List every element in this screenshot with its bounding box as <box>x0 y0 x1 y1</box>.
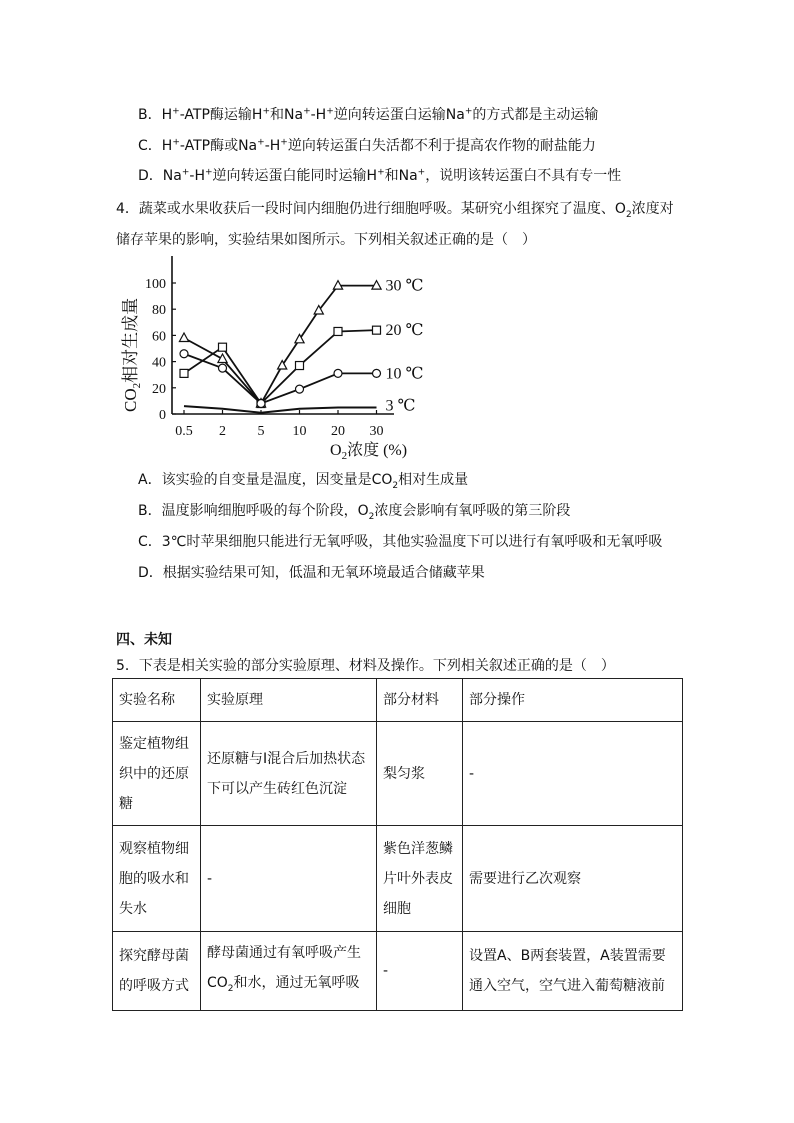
series-circle <box>180 350 381 408</box>
table-header-row <box>113 679 683 722</box>
experiment-table <box>112 678 683 1011</box>
x-tick-label: 0.5 <box>175 424 193 439</box>
series-triangle <box>179 281 381 407</box>
data-point <box>180 369 188 377</box>
table-row <box>113 932 683 1011</box>
series-none <box>184 406 377 413</box>
y-tick-label: 80 <box>152 303 166 319</box>
x-tick-label: 10 <box>292 424 307 439</box>
co2-chart <box>112 248 432 463</box>
x-tick-label: 20 <box>331 424 345 439</box>
data-point <box>296 385 304 393</box>
q3-option-b: B．H+-ATP酶运输H+和Na+-H+逆向转运蛋白运输Na+的方式都是主动运输 <box>138 106 599 123</box>
header-cell: 实验名称 <box>113 679 201 722</box>
q4-option-b: B．温度影响细胞呼吸的每个阶段，$O_2$浓度会影响有氧呼吸的第三阶段 <box>138 503 571 522</box>
data-point <box>334 327 342 335</box>
y-tick-label: 40 <box>152 355 166 371</box>
y-tick-label: 20 <box>152 381 166 397</box>
data-point <box>219 343 227 351</box>
series-line <box>184 406 377 413</box>
table-cell: - <box>377 932 463 1011</box>
chart-series <box>179 281 381 413</box>
table-cell: 酵母菌通过有氧呼吸产生 $CO_2$和水，通过无氧呼吸 <box>201 932 377 1011</box>
table-row <box>113 722 683 826</box>
q4-option-d: D．根据实验结果可知，低温和无氧环境最适合储藏苹果 <box>138 565 485 581</box>
series-line <box>184 286 377 404</box>
cell-text: 酵母菌通过有氧呼吸产生 <box>207 945 361 961</box>
table-cell: 还原糖与I混合后加热状态下可以产生砖红色沉淀 <box>201 722 377 826</box>
q4-option-a: A．该实验的自变量是温度，因变量是$CO_2$相对生成量 <box>138 472 469 491</box>
data-point <box>219 364 227 372</box>
header-cell: 部分材料 <box>377 679 463 722</box>
data-point <box>373 326 381 334</box>
y-tick-label: 100 <box>145 277 166 292</box>
data-point <box>373 369 381 377</box>
table-cell: - <box>463 722 683 826</box>
x-axis-label: $O_2$浓度 (%) <box>330 442 408 462</box>
chart-axes <box>172 256 394 414</box>
q3-option-d: D．Na+-H+逆向转运蛋白能同时运输H+和Na+，说明该转运蛋白不具有专一性 <box>138 167 622 184</box>
header-cell: 实验原理 <box>201 679 377 722</box>
y-tick-label: 0 <box>159 408 166 423</box>
y-tick-label: 60 <box>152 329 166 345</box>
data-point <box>257 400 265 408</box>
data-point <box>296 362 304 370</box>
q3-option-c: C．H+-ATP酶或Na+-H+逆向转运蛋白失活都不利于提高农作物的耐盐能力 <box>138 137 596 154</box>
legend-label: 10 ℃ <box>385 365 424 383</box>
table-cell: 探究酵母菌的呼吸方式 <box>113 932 201 1011</box>
table-cell: 梨匀浆 <box>377 722 463 826</box>
data-point <box>180 350 188 358</box>
table-cell: 紫色洋葱鳞片叶外表皮细胞 <box>377 826 463 932</box>
series-line <box>184 354 377 404</box>
table-cell: 需要进行乙次观察 <box>463 826 683 932</box>
table-cell: 鉴定植物组织中的还原糖 <box>113 722 201 826</box>
data-point <box>179 333 188 342</box>
legend-label: 30 ℃ <box>385 277 424 295</box>
legend-label: 3 ℃ <box>385 397 416 415</box>
legend-label: 20 ℃ <box>385 322 424 340</box>
x-tick-label: 30 <box>369 424 384 439</box>
y-axis-label: $CO_2$相对生成量 <box>121 297 143 412</box>
x-tick-label: 2 <box>219 424 226 439</box>
data-point <box>334 369 342 377</box>
table-cell: 设置A、B两套装置，A装置需要通入空气，空气进入葡萄糖液前 <box>463 932 683 1011</box>
q4-stem-line2: 储存苹果的影响，实验结果如图所示。下列相关叙述正确的是（ ） <box>116 232 536 248</box>
table-cell: 观察植物细胞的吸水和失水 <box>113 826 201 932</box>
q5-stem: 5．下表是相关实验的部分实验原理、材料及操作。下列相关叙述正确的是（ ） <box>116 658 615 674</box>
header-cell: 部分操作 <box>463 679 683 722</box>
q4-option-c: C．3℃时苹果细胞只能进行无氧呼吸，其他实验温度下可以进行有氧呼吸和无氧呼吸 <box>138 534 663 550</box>
x-tick-label: 5 <box>257 424 265 439</box>
q4-stem-line1: 4．蔬菜或水果收获后一段时间内细胞仍进行细胞呼吸。某研究小组探究了温度、$O_2$浓度对 <box>116 201 674 220</box>
table-row <box>113 826 683 932</box>
table-cell: - <box>201 826 377 932</box>
section-title: 四、未知 <box>116 632 172 648</box>
